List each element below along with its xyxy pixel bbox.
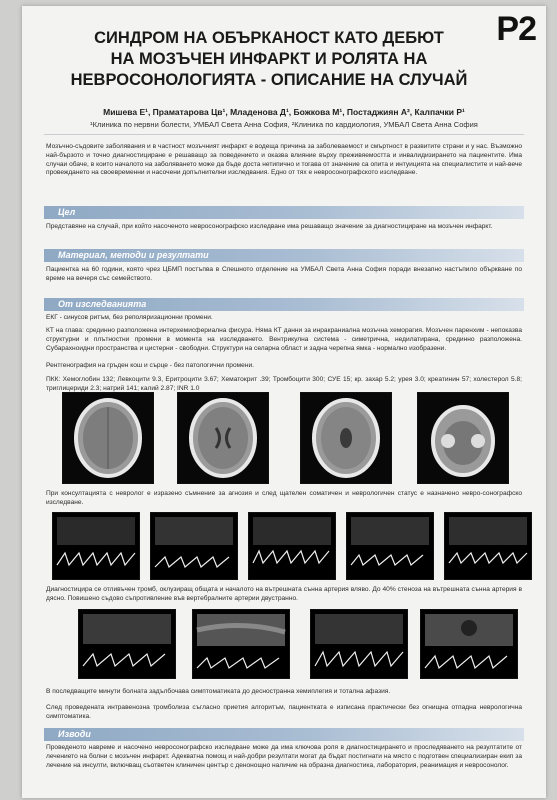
doppler-image xyxy=(52,512,140,580)
doppler-image xyxy=(150,512,238,580)
section-goal: Цел xyxy=(44,206,524,219)
consult-text: При консултацията с невролог е изразено съмнение за агнозия и след щателен соматичен и неврологичен статус е назначено невро-сонографско изследване. xyxy=(46,490,522,506)
ct-text: КТ на глава: срединно разположена интерхемисфериална фисура. Няма КТ данни за инракраниална мозъчна хеморагия. Мозъчен паренхим - непоказва структурни и плътностни промени в момента на изследването. Вентрикулна система - симетрична, недилатирана, срединно разположена. Субарахноидни пространства и цистерни - свободни. Структури на селарна област и задна черепна ямка - нормално изобразени. xyxy=(46,327,522,352)
title-line-3: НЕВРОСОНОЛОГИЯТА - ОПИСАНИЕ НА СЛУЧАЙ xyxy=(70,71,468,89)
doppler-image xyxy=(78,609,176,679)
ct-scan-image xyxy=(62,392,154,484)
goal-text: Представяне на случай, при който насоченото невросонографско изследване има решаващо значение за диагностициране на мозъчен инфаркт. xyxy=(46,223,493,230)
poster xyxy=(22,6,546,798)
intro-paragraph: Мозъчно-съдовите заболявания и в частност мозъчният инфаркт е водеща причина за заболеваемост и смъртност в развитите страни и у нас. Възможно най-бързото и точно диагностициране е решаващо за поведението и оказва влияние върху преживяемостта и инвалидизирането на пациентите. Има случаи обаче, в които началото на заболяването може да бъде доста нетипично и тогава от значение са опита и интуицията на специалистите и най-вече провеждането на своевременни и насочени допълнителни изследвания. Едно от тях е невросонографското изследване. xyxy=(46,143,522,177)
doppler-image xyxy=(310,609,408,679)
title-line-2: НА МОЗЪЧЕН ИНФАРКТ И РОЛЯТА НА xyxy=(110,50,428,68)
doppler-image xyxy=(346,512,434,580)
labs-text: ПКК: Хемоглобин 132; Левкоцити 9.3, Еритроцити 3.67; Хематокрит .39; Тромбоцити 300; СУЕ 15; кр. захар 5.2; урея 3.0; креатинин 57; холестерол 5.8; триглицериди 2.3; натрий 141; калий 2.87; INR 1.0 xyxy=(46,376,522,392)
doppler-image xyxy=(192,609,290,679)
diagnostic-text: Диагностицира се отливъчен тромб, оклузиращ общата и началото на вътрешната сънна артерия вляво. До 40% стеноза на вътрешната сънна артерия в дясно. Повишено съдово съпротивление във вертебралните артерии двустранно. xyxy=(46,586,522,602)
ct-scan-image xyxy=(300,392,392,484)
poster-code: P2 xyxy=(496,10,536,48)
title-line-1: СИНДРОМ НА ОБЪРКАНОСТ КАТО ДЕБЮТ xyxy=(94,29,444,47)
ct-scan-image xyxy=(177,392,269,484)
conclusion-text: Проведеното навреме и насочено невросонографско изследване може да има ключова роля в диагностицирането и проследяването на резултатите от лечението на болни с мозъчен инфаркт. Адекватна помощ и най-добри резултати могат да бъдат постигнати на място с подготвен специализиран екип за лечение на инсулти, включващ съответен клиничен център с денонощно наличие на образна диагностика, лаборатория, реанимация и невросонолог. xyxy=(46,744,522,769)
ekg-text: ЕКГ - синусов ритъм, без реполяризационни промени. xyxy=(46,314,213,321)
authors: Мишева Е¹, Праматарова Цв¹, Младенова Д¹, Божкова М¹, Постаджиян А², Калпачки Р¹ xyxy=(103,107,465,117)
methods-text: Пациентка на 60 години, която чрез ЦБМП постъпва в Спешното отделение на УМБАЛ Света Анна София поради внезапно настъпило объркване по време на вечеря със семейството. xyxy=(46,266,522,282)
doppler-image xyxy=(444,512,532,580)
section-conclusions: Изводи xyxy=(44,728,524,741)
doppler-image xyxy=(248,512,336,580)
poster-title xyxy=(52,28,486,91)
xray-text: Рентгенография на гръден кош и сърце - без патологични промени. xyxy=(46,362,254,369)
section-methods: Материал, методи и резултати xyxy=(44,249,524,262)
section-tests: От изследванията xyxy=(44,298,524,311)
last-minutes-text: В последващите минути болната задълбочава симптоматиката до десностранна хемиплегия и тотална афазия. xyxy=(46,688,391,695)
after-text: След проведената интравенозна тромболиза съгласно приетия алгоритъм, пациентката е изписана практически без огнищна отпадна неврологична симптоматика. xyxy=(46,704,522,720)
affiliation: ¹Клиника по нервни болести, УМБАЛ Света Анна София, ²Клиника по кардиология, УМБАЛ Света Анна София xyxy=(90,120,478,129)
divider xyxy=(44,134,524,135)
ct-scan-image xyxy=(417,392,509,484)
doppler-image xyxy=(420,609,518,679)
